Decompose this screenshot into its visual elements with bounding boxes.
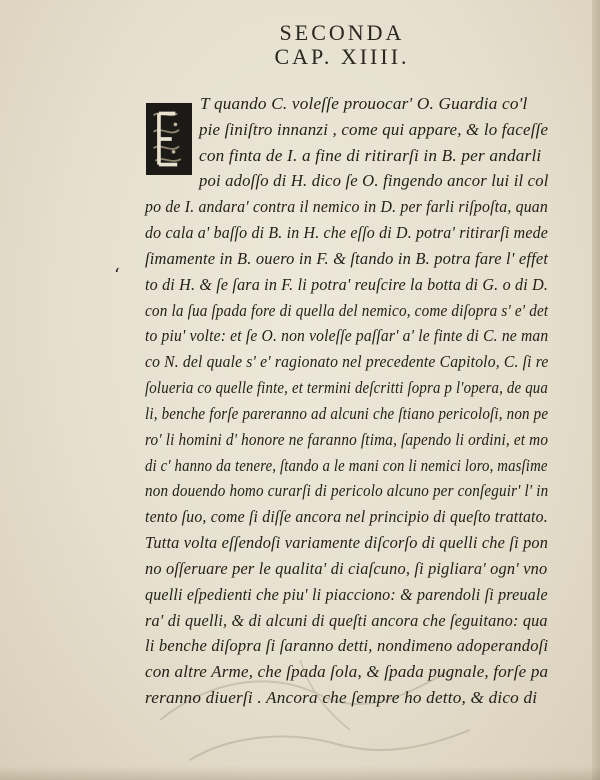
text-line: T quando C. voleſſe prouocar' O. Guardia co'l [200,94,528,113]
text-line: con la ſua ſpada fore di quella del nemico, come diſopra s' e' det [145,301,549,320]
text-line: ra' di quelli, & di alcuni di queſti ancora che ſeguitano: qua [145,611,548,630]
margin-mark: ‘ [114,265,120,286]
text-line: non douendo homo curarſi di pericolo alcuno per conſeguir' l' in [145,481,549,500]
text-line: to di H. & ſe ſara in F. li potra' reuſcire la botta di G. o di D. [145,275,549,294]
text-line: no oſſeruare per le qualita' di ciaſcuno, ſi pigliara' ogn' vno [145,559,548,578]
running-header: SECONDA [279,20,405,45]
text-line: con altre Arme, che ſpada ſola, & ſpada pugnale, forſe pa [145,662,549,681]
text-line: ro' li homini d' honore ne faranno ſtima, ſapendo li ordini, et mo [145,430,549,449]
text-line: di c' hanno da tenere, ſtando a le mani con li nemici loro, masſime [145,456,548,475]
page-bottom-shadow [0,766,600,780]
text-line: to piu' volte: et ſe O. non voleſſe paſſar' a' le finte di C. ne man [145,326,549,345]
text-line: ſimamente in B. ouero in F. & ſtando in B. potra fare l' effet [145,249,549,268]
text-line: poi adoſſo di H. dico ſe O. fingendo ancor lui il col [199,171,549,190]
chapter-heading: CAP. XIIII. [274,44,410,69]
text-line: co N. del quale s' e' ragionato nel precedente Capitolo, C. ſi re [145,352,549,371]
text-line: tento ſuo, come ſi diſſe ancora nel principio di queſto trattato. [145,507,548,526]
page-edge-shadow [592,0,600,780]
text-line: do cala a' baſſo di B. in H. che eſſo di D. potra' ritirarſi mede [145,223,548,242]
text-line: quelli eſpedienti che piu' li piacciono: & parendoli ſi preuale [145,585,548,604]
text-line: pie ſiniſtro innanzi , come qui appare, & lo faceſſe [199,120,549,139]
text-line: li, benche forſe pareranno ad alcuni che ſtiano pericoloſi, non pe [145,404,549,423]
text-line: po de I. andara' contra il nemico in D. per farli riſpoſta, quan [145,197,548,216]
decorated-initial-graphic [148,105,190,173]
text-line: ſolueria co quelle finte, et termini deſcritti ſopra p l'opera, de qua [145,378,549,397]
text-line: con finta de I. a fine di ritirarſi in B. per andarli [199,146,542,165]
text-line: li benche diſopra ſi ſaranno detti, nondimeno adoperandoſi [145,636,549,655]
text-line: Tutta volta eſſendoſi variamente diſcorſo di quelli che ſi pon [145,533,549,552]
text-line: reranno diuerſi . Ancora che ſempre ho detto, & dico di [145,688,538,707]
decorated-initial [146,103,192,175]
